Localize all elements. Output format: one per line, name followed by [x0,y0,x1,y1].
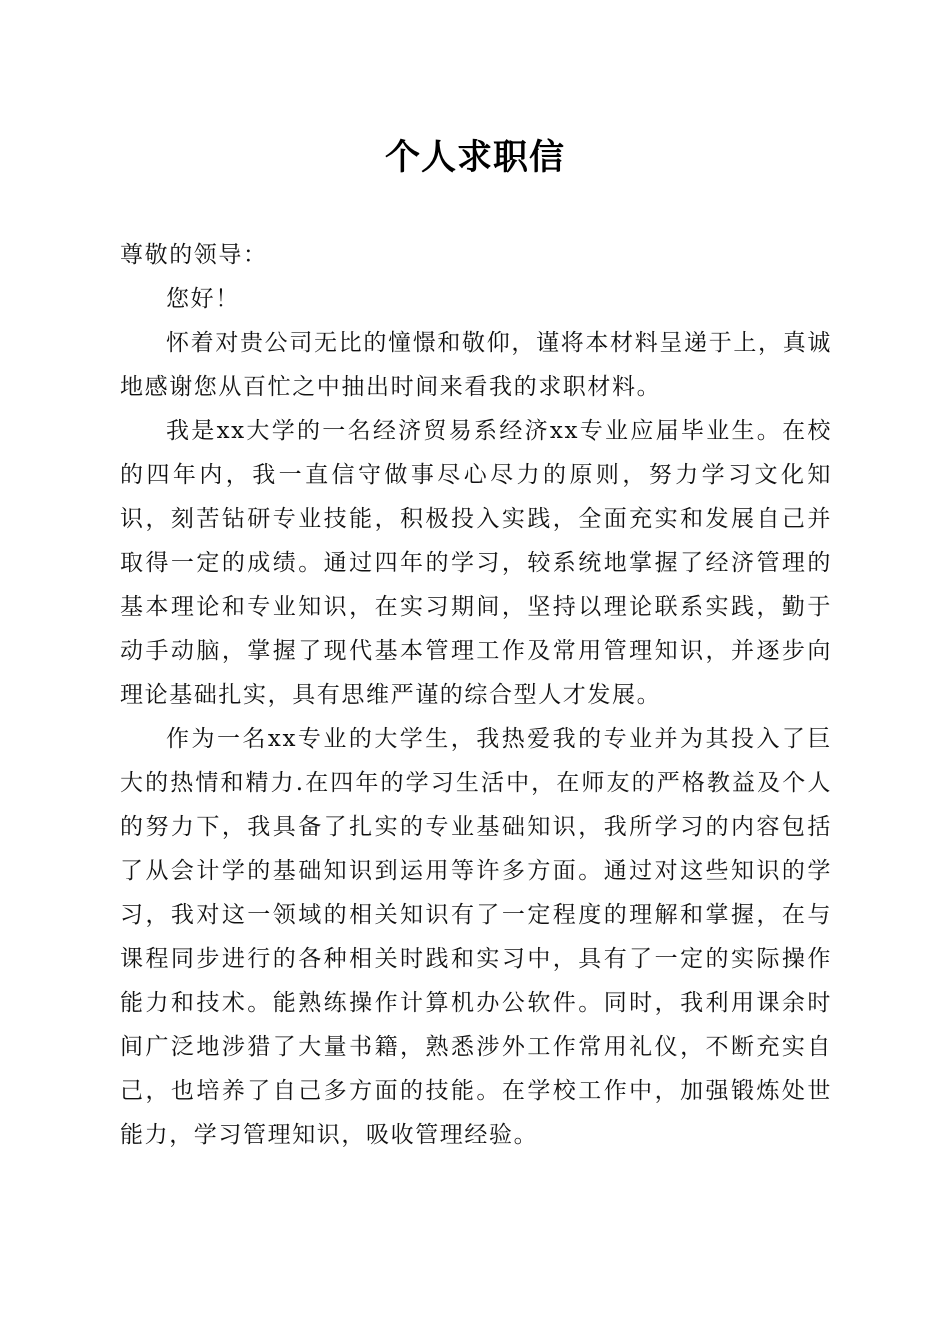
intro-paragraph: 怀着对贵公司无比的憧憬和敬仰，谨将本材料呈递于上，真诚地感谢您从百忙之中抽出时间来看我的求职材料。 [120,330,832,400]
page-title: 个人求职信 [384,137,565,178]
skills-paragraph: 作为一名xx专业的大学生，我热爱我的专业并为其投入了巨大的热情和精力.在四年的学习生活中，在师友的严格教益及个人的努力下，我具备了扎实的专业基础知识，我所学习的内容包括了从会计学的基础知识到运用等许多方面。通过对这些知识的学习，我对这一领域的相关知识有了一定程度的理解和掌握，在与课程同步进行的各种相关时践和实习中，具有了一定的实际操作能力和技术。能熟练操作计算机办公软件。同时，我利用课余时间广泛地涉猎了大量书籍，熟悉涉外工作常用礼仪，不断充实自己，也培养了自己多方面的技能。在学校工作中，加强锻炼处世能力，学习管理知识，吸收管理经验。 [120,726,832,1148]
greeting-paragraph: 您好！ [166,286,240,312]
education-paragraph: 我是xx大学的一名经济贸易系经济xx专业应届毕业生。在校的四年内，我一直信守做事尽心尽力的原则，努力学习文化知识，刻苦钻研专业技能，积极投入实践，全面充实和发展自己并取得一定的成绩。通过四年的学习，较系统地掌握了经济管理的基本理论和专业知识，在实习期间，坚持以理论联系实践，勤于动手动脑，掌握了现代基本管理工作及常用管理知识，并逐步向理论基础扎实，具有思维严谨的综合型人才发展。 [120,418,832,708]
salutation: 尊敬的领导： [120,242,268,268]
letter-body [120,233,832,1157]
